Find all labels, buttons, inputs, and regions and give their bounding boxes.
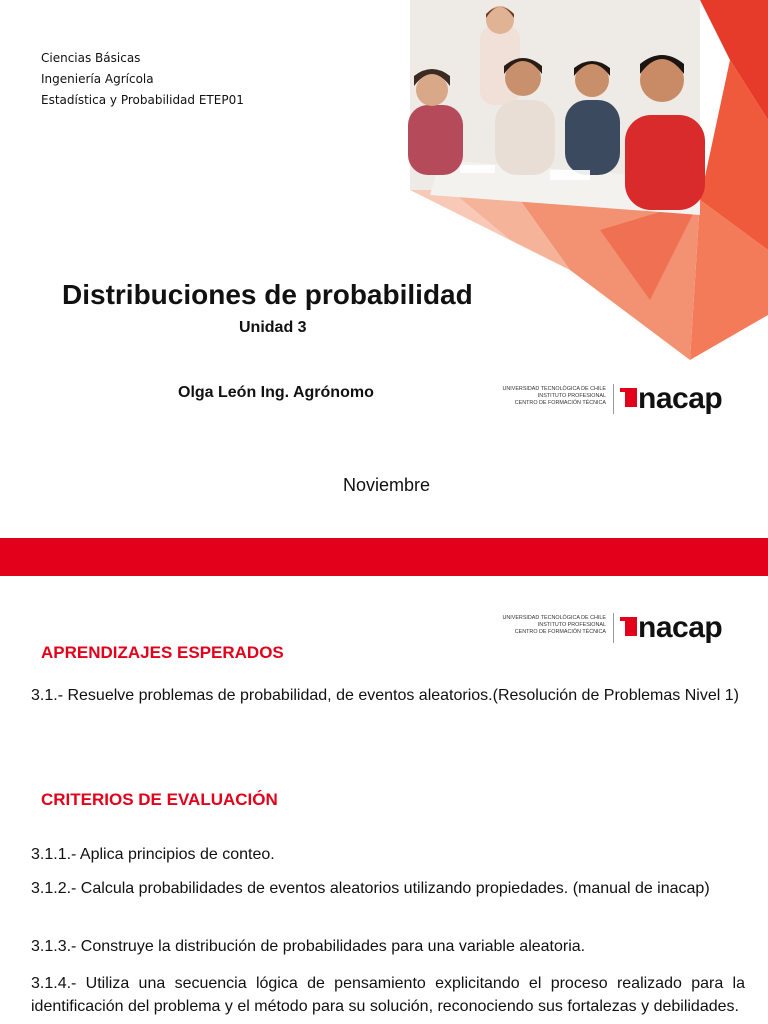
institution-text xyxy=(498,386,606,407)
institution-line-university: UNIVERSIDAD TECNOLÓGICA DE CHILE xyxy=(502,386,606,392)
logo-divider xyxy=(613,384,614,414)
course-header xyxy=(41,48,244,111)
evaluation-criteria-title: CRITERIOS DE EVALUACIÓN xyxy=(41,790,278,809)
brand-wordmark: nacap xyxy=(638,611,723,644)
inacap-mark-icon xyxy=(620,388,637,407)
institution-line-professional: INSTITUTO PROFESIONAL xyxy=(537,393,606,399)
presentation-date: Noviembre xyxy=(343,475,431,495)
institution-line-cft: CENTRO DE FORMACIÓN TÉCNICA xyxy=(514,629,606,635)
institution-line-professional: INSTITUTO PROFESIONAL xyxy=(537,622,606,628)
criterion-item: 3.1.2.- Calcula probabilidades de eventos aleatorios utilizando propiedades. (manual de inacap) xyxy=(31,880,710,897)
criterion-item: 3.1.3.- Construye la distribución de probabilidades para una variable aleatoria. xyxy=(31,938,586,955)
logo-divider xyxy=(613,613,614,643)
inacap-mark-icon xyxy=(620,617,637,636)
institution-text xyxy=(498,615,606,636)
header-line-course: Estadística y Probabilidad ETEP01 xyxy=(41,93,244,107)
institution-line-university: UNIVERSIDAD TECNOLÓGICA DE CHILE xyxy=(502,615,606,621)
presentation-title: Distribuciones de probabilidad xyxy=(62,279,473,310)
header-line-career: Ingeniería Agrícola xyxy=(41,72,154,86)
criterion-item: 3.1.1.- Aplica principios de conteo. xyxy=(31,846,275,863)
learning-outcomes-title: APRENDIZAJES ESPERADOS xyxy=(41,643,284,662)
inacap-logo xyxy=(498,382,743,422)
brand-wordmark: nacap xyxy=(638,382,723,415)
institution-line-cft: CENTRO DE FORMACIÓN TÉCNICA xyxy=(514,400,606,406)
author-name: Olga León Ing. Agrónomo xyxy=(178,384,374,401)
criterion-item: 3.1.4.- Utiliza una secuencia lógica de pensamiento explicitando el proceso realizado para la identificación del problema y el método para su solución, reconociendo sus fortalezas y debilidades. xyxy=(31,975,745,1015)
presentation-subtitle: Unidad 3 xyxy=(239,319,307,336)
slide-separator-band xyxy=(0,538,768,576)
inacap-logo xyxy=(498,611,743,651)
learning-outcome-text: 3.1.- Resuelve problemas de probabilidad, de eventos aleatorios.(Resolución de Problemas Nivel 1) xyxy=(31,687,739,704)
header-line-area: Ciencias Básicas xyxy=(41,51,141,65)
